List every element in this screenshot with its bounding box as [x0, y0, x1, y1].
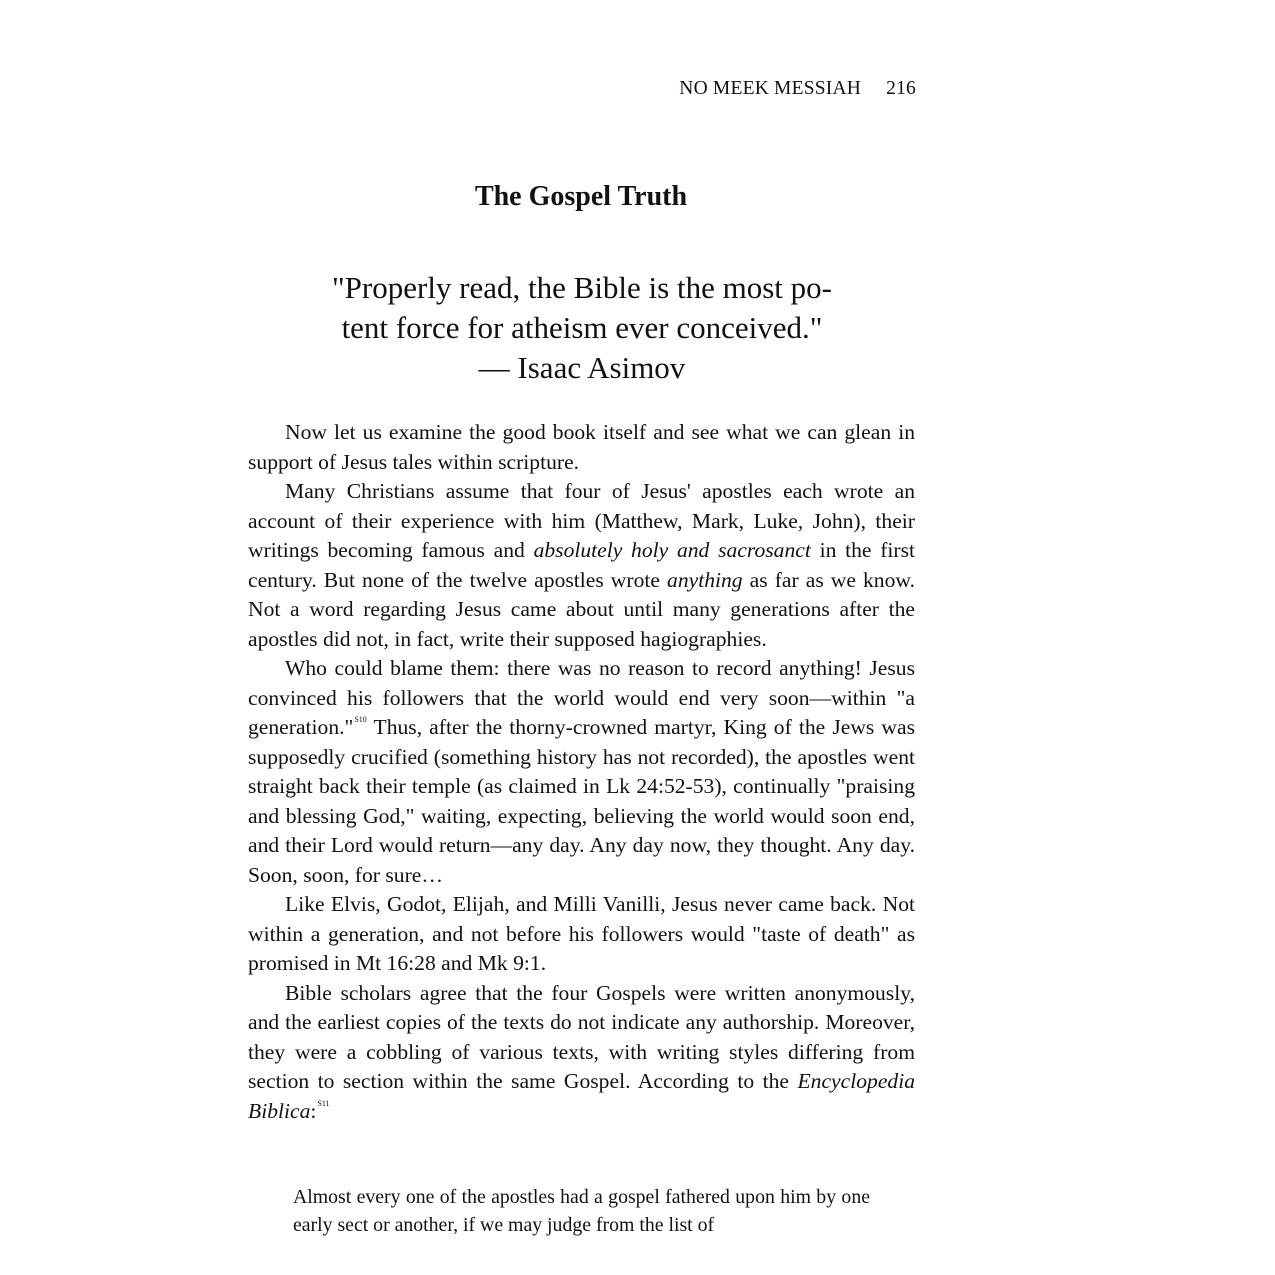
- paragraph-2-text-a: Many Christians assume that four of Jesus' apostles each wrote an account of their experience with him (Matthew, Mark, Luke, John), their writings becoming famous and: [248, 479, 915, 562]
- paragraph-2-text-c: as far as we know. Not a word regarding Jesus came about until many generations after the apostles did not, in fact, write their supposed hagiographies.: [248, 567, 915, 651]
- paragraph-5-text-a: Bible scholars agree that the four Gospels were written anonymously, and the earliest copies of the texts do not indicate any authorship. Moreover, they were a cobbling of various texts, with writing styles differing from section to section within the same Gospel. According to the: [248, 980, 915, 1093]
- body-text: [248, 418, 915, 1126]
- footnote-marker-s10[interactable]: S10: [354, 715, 367, 724]
- paragraph-2: [248, 477, 915, 654]
- paragraph-5: [248, 979, 915, 1127]
- paragraph-2-text-b: in the first century. But none of the twelve apostles wrote: [248, 538, 915, 592]
- running-head-title: NO MEEK MESSIAH: [679, 78, 862, 99]
- paragraph-1: Now let us examine the good book itself and see what we can glean in support of Jesus tales within scripture.: [248, 420, 915, 474]
- paragraph-5-text-b: :: [310, 1098, 317, 1123]
- footnote-marker-s11[interactable]: S11: [317, 1098, 330, 1108]
- paragraph-2-emphasis-2: anything: [667, 567, 743, 592]
- paragraph-3: [248, 654, 915, 890]
- epigraph-line-2: tent force for atheism ever conceived.": [341, 310, 823, 345]
- paragraph-4: Like Elvis, Godot, Elijah, and Milli Vanilli, Jesus never came back. Not within a generation, and not before his followers would "taste of death" as promised in Mt 16:28 and Mk 9:1.: [248, 892, 915, 975]
- page-number: 216: [886, 78, 916, 99]
- chapter-title: The Gospel Truth: [474, 181, 688, 212]
- epigraph-attribution: — Isaac Asimov: [478, 350, 686, 385]
- epigraph: [300, 268, 864, 388]
- block-quote: Almost every one of the apostles had a gospel fathered upon him by one early sect or another, if we may judge from the list of: [293, 1186, 870, 1236]
- paragraph-3-text-a: Who could blame them: there was no reason to record anything! Jesus convinced his followers that the world would end very soon—within "a generation.": [248, 656, 915, 739]
- paragraph-5-emphasis: Encyclopedia Biblica: [248, 1069, 915, 1123]
- paragraph-3-text-b: Thus, after the thorny-crowned martyr, King of the Jews was supposedly crucified (something history has not recorded), the apostles went straight back their temple (as claimed in Lk 24:52-53), continually "praising and blessing God," waiting, expecting, believing the world would soon end, and their Lord would return—any day. Any day now, they thought. Any day. Soon, soon, for sure…: [248, 715, 915, 887]
- paragraph-2-emphasis-1: absolutely holy and sacrosanct: [533, 538, 811, 562]
- epigraph-line-1: "Properly read, the Bible is the most po-: [332, 270, 832, 305]
- running-head: [679, 78, 916, 100]
